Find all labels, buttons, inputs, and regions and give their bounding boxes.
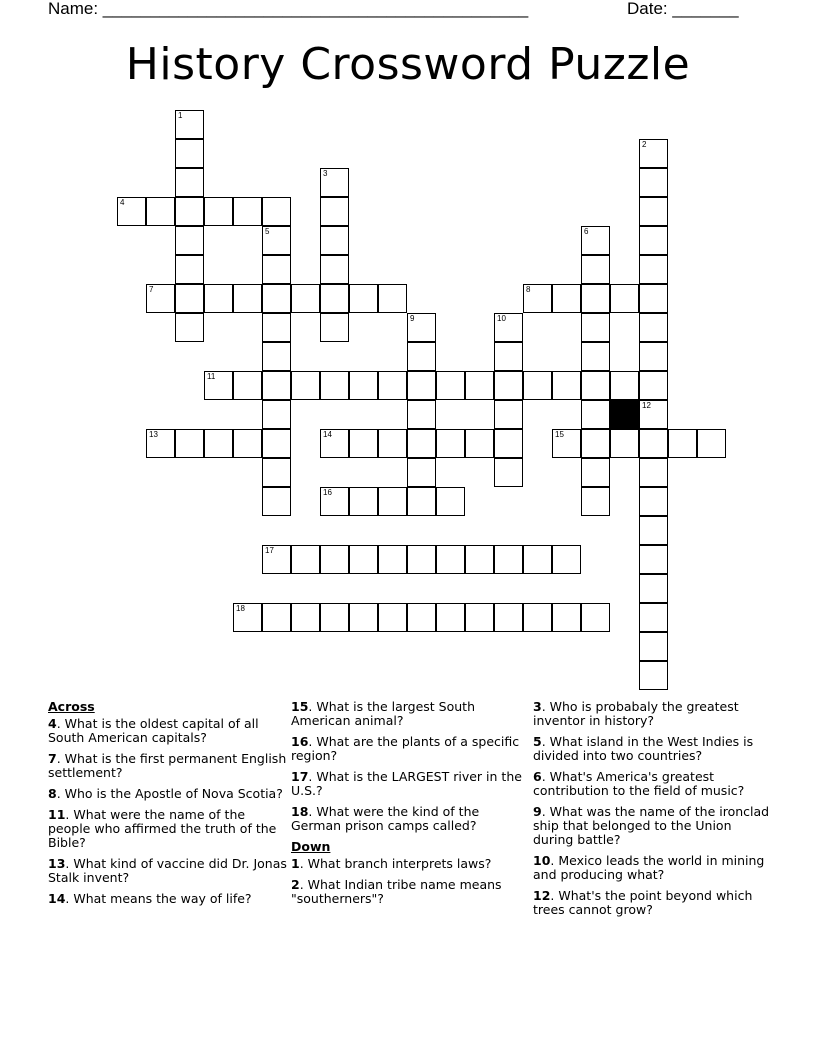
grid-cell[interactable]: [639, 284, 668, 313]
grid-cell[interactable]: [581, 487, 610, 516]
grid-cell[interactable]: [523, 545, 552, 574]
grid-cell[interactable]: [639, 371, 668, 400]
grid-cell[interactable]: [581, 342, 610, 371]
grid-cell[interactable]: [523, 603, 552, 632]
grid-cell[interactable]: [378, 284, 407, 313]
grid-cell[interactable]: [233, 603, 262, 632]
clue-number: 7: [149, 285, 154, 294]
clue-number-label: 7: [48, 751, 57, 766]
clue-number: 2: [642, 140, 647, 149]
grid-cell[interactable]: [175, 226, 204, 255]
grid-cell[interactable]: [204, 429, 233, 458]
clue-number: 15: [555, 430, 564, 439]
grid-cell[interactable]: [262, 284, 291, 313]
page-title: History Crossword Puzzle: [125, 39, 691, 90]
grid-cell[interactable]: [465, 545, 494, 574]
clue-18: [291, 805, 531, 833]
clue-3: [533, 700, 773, 728]
grid-cell[interactable]: [494, 545, 523, 574]
clue-number-label: 5: [533, 734, 542, 749]
grid-cell[interactable]: [175, 197, 204, 226]
clue-number-label: 6: [533, 769, 542, 784]
grid-cell[interactable]: [639, 516, 668, 545]
clue-number: 6: [584, 227, 589, 236]
grid-cell[interactable]: [349, 545, 378, 574]
grid-cell[interactable]: [291, 603, 320, 632]
grid-cell[interactable]: [581, 284, 610, 313]
grid-cell[interactable]: [523, 371, 552, 400]
grid-cell[interactable]: [378, 603, 407, 632]
grid-cell[interactable]: [407, 545, 436, 574]
grid-cell[interactable]: [117, 197, 146, 226]
grid-cell[interactable]: [175, 284, 204, 313]
grid-cell[interactable]: [233, 284, 262, 313]
grid-cell[interactable]: [349, 284, 378, 313]
across-heading: Across: [48, 699, 95, 714]
grid-cell[interactable]: [436, 371, 465, 400]
grid-cell[interactable]: [494, 458, 523, 487]
grid-cell[interactable]: [320, 255, 349, 284]
grid-cell[interactable]: [436, 545, 465, 574]
grid-cell[interactable]: [175, 110, 204, 139]
down-heading: Down: [291, 839, 331, 854]
grid-cell[interactable]: [262, 545, 291, 574]
grid-cell[interactable]: [320, 226, 349, 255]
clue-12: [533, 889, 773, 917]
clue-17: [291, 770, 531, 798]
grid-cell[interactable]: [291, 284, 320, 313]
clue-7: [48, 752, 288, 780]
grid-cell[interactable]: [407, 429, 436, 458]
grid-cell[interactable]: [407, 458, 436, 487]
grid-cell[interactable]: [552, 284, 581, 313]
clue-number-label: 2: [291, 877, 300, 892]
grid-cell[interactable]: [494, 342, 523, 371]
clue-number-label: 14: [48, 891, 66, 906]
grid-cell[interactable]: [407, 313, 436, 342]
clues-column-2: [291, 700, 531, 913]
grid-cell[interactable]: [146, 429, 175, 458]
grid-cell[interactable]: [581, 429, 610, 458]
grid-cell[interactable]: [175, 168, 204, 197]
grid-cell[interactable]: [175, 139, 204, 168]
grid-cell[interactable]: [233, 197, 262, 226]
clue-number-label: 13: [48, 856, 66, 871]
clue-text: . What were the kind of the German prison camps called?: [291, 804, 480, 833]
grid-cell[interactable]: [552, 545, 581, 574]
clue-number: 3: [323, 169, 328, 178]
grid-cell[interactable]: [494, 371, 523, 400]
grid-cell[interactable]: [291, 545, 320, 574]
grid-cell[interactable]: [233, 371, 262, 400]
clue-number: 16: [323, 488, 332, 497]
grid-cell[interactable]: [465, 429, 494, 458]
grid-cell[interactable]: [639, 487, 668, 516]
grid-cell[interactable]: [639, 429, 668, 458]
grid-cell[interactable]: [262, 603, 291, 632]
clue-number: 10: [497, 314, 506, 323]
clue-number: 4: [120, 198, 125, 207]
clue-number: 9: [410, 314, 415, 323]
grid-cell[interactable]: [378, 371, 407, 400]
clue-2: [291, 878, 531, 906]
grid-cell[interactable]: [320, 371, 349, 400]
clue-number-label: 3: [533, 699, 542, 714]
grid-cell[interactable]: [262, 487, 291, 516]
grid-cell[interactable]: [262, 458, 291, 487]
grid-cell[interactable]: [204, 197, 233, 226]
grid-cell[interactable]: [639, 226, 668, 255]
clue-number: 12: [642, 401, 651, 410]
grid-cell[interactable]: [639, 139, 668, 168]
grid-cell[interactable]: [639, 458, 668, 487]
grid-cell[interactable]: [146, 197, 175, 226]
clue-number: 17: [265, 546, 274, 555]
clue-text: . What is the LARGEST river in the U.S.?: [291, 769, 522, 798]
grid-cell[interactable]: [494, 603, 523, 632]
clue-text: . What was the name of the ironclad ship that belonged to the Union during battle?: [533, 804, 770, 847]
grid-cell[interactable]: [639, 574, 668, 603]
grid-cell[interactable]: [639, 661, 668, 690]
grid-cell[interactable]: [175, 255, 204, 284]
grid-cell[interactable]: [262, 429, 291, 458]
grid-cell[interactable]: [378, 545, 407, 574]
grid-cell[interactable]: [639, 400, 668, 429]
grid-cell[interactable]: [175, 429, 204, 458]
grid-cell[interactable]: [436, 429, 465, 458]
clue-text: . What means the way of life?: [65, 891, 252, 906]
clue-15: [291, 700, 531, 728]
grid-cell[interactable]: [697, 429, 726, 458]
grid-cell[interactable]: [523, 284, 552, 313]
clue-number: 13: [149, 430, 158, 439]
grid-cell[interactable]: [262, 226, 291, 255]
grid-cell[interactable]: [407, 487, 436, 516]
clue-text: . What island in the West Indies is divided into two countries?: [533, 734, 754, 763]
clue-number: 14: [323, 430, 332, 439]
grid-cell[interactable]: [581, 313, 610, 342]
grid-cell[interactable]: [349, 429, 378, 458]
clue-number-label: 9: [533, 804, 542, 819]
clue-number-label: 1: [291, 856, 300, 871]
clue-text: . What were the name of the people who affirmed the truth of the Bible?: [48, 807, 277, 850]
clue-text: . Who is the Apostle of Nova Scotia?: [56, 786, 283, 801]
grid-cell[interactable]: [639, 342, 668, 371]
clue-number-label: 10: [533, 853, 551, 868]
clue-number-label: 16: [291, 734, 309, 749]
grid-cell[interactable]: [639, 197, 668, 226]
grid-cell[interactable]: [552, 429, 581, 458]
grid-cell[interactable]: [552, 371, 581, 400]
grid-cell[interactable]: [465, 603, 494, 632]
grid-cell[interactable]: [639, 632, 668, 661]
clues-column-1: [48, 700, 288, 913]
clue-number-label: 4: [48, 716, 57, 731]
clue-16: [291, 735, 531, 763]
grid-cell[interactable]: [581, 458, 610, 487]
clue-text: . What is the oldest capital of all South American capitals?: [48, 716, 259, 745]
grid-cell[interactable]: [581, 603, 610, 632]
grid-cell[interactable]: [581, 255, 610, 284]
clues-column-3: [533, 700, 773, 924]
grid-cell[interactable]: [320, 313, 349, 342]
grid-cell[interactable]: [262, 342, 291, 371]
grid-cell[interactable]: [320, 197, 349, 226]
grid-cell[interactable]: [378, 429, 407, 458]
clue-number-label: 15: [291, 699, 309, 714]
grid-cell[interactable]: [465, 371, 494, 400]
black-cell: [610, 400, 639, 429]
grid-cell[interactable]: [262, 313, 291, 342]
grid-cell[interactable]: [552, 603, 581, 632]
grid-cell[interactable]: [349, 487, 378, 516]
date-line: Date: _______: [627, 0, 739, 18]
clue-6: [533, 770, 773, 798]
grid-cell[interactable]: [610, 371, 639, 400]
grid-cell[interactable]: [262, 197, 291, 226]
clue-10: [533, 854, 773, 882]
grid-cell[interactable]: [175, 313, 204, 342]
clue-text: . What kind of vaccine did Dr. Jonas Stalk invent?: [48, 856, 287, 885]
grid-cell[interactable]: [262, 255, 291, 284]
grid-cell[interactable]: [639, 255, 668, 284]
grid-cell[interactable]: [349, 603, 378, 632]
grid-cell[interactable]: [262, 400, 291, 429]
grid-cell[interactable]: [407, 603, 436, 632]
grid-cell[interactable]: [291, 371, 320, 400]
clue-number: 11: [207, 372, 216, 381]
grid-cell[interactable]: [639, 545, 668, 574]
clue-number: 1: [178, 111, 183, 120]
grid-cell[interactable]: [639, 168, 668, 197]
grid-cell[interactable]: [349, 371, 378, 400]
grid-cell[interactable]: [407, 371, 436, 400]
clue-text: . What's America's greatest contribution to the field of music?: [533, 769, 745, 798]
clue-number-label: 17: [291, 769, 309, 784]
grid-cell[interactable]: [378, 487, 407, 516]
grid-cell[interactable]: [204, 284, 233, 313]
clue-number: 8: [526, 285, 531, 294]
grid-cell[interactable]: [610, 429, 639, 458]
clue-number-label: 18: [291, 804, 309, 819]
grid-cell[interactable]: [407, 400, 436, 429]
grid-cell[interactable]: [494, 313, 523, 342]
clue-14: [48, 892, 288, 906]
grid-cell[interactable]: [407, 342, 436, 371]
clue-5: [533, 735, 773, 763]
grid-cell[interactable]: [639, 603, 668, 632]
clue-11: [48, 808, 288, 850]
grid-cell[interactable]: [610, 284, 639, 313]
clue-9: [533, 805, 773, 847]
grid-cell[interactable]: [320, 487, 349, 516]
clue-text: . What Indian tribe name means "southerners"?: [291, 877, 502, 906]
grid-cell[interactable]: [668, 429, 697, 458]
clue-13: [48, 857, 288, 885]
clue-text: . What is the first permanent English settlement?: [48, 751, 287, 780]
clue-8: [48, 787, 288, 801]
grid-cell[interactable]: [320, 603, 349, 632]
clue-number: 5: [265, 227, 270, 236]
clue-4: [48, 717, 288, 745]
name-line: Name: _____________________________________________: [48, 0, 529, 18]
grid-cell[interactable]: [320, 429, 349, 458]
grid-cell[interactable]: [436, 603, 465, 632]
clue-text: . What are the plants of a specific region?: [291, 734, 520, 763]
clue-text: . What is the largest South American animal?: [291, 699, 476, 728]
grid-cell[interactable]: [320, 284, 349, 313]
grid-cell[interactable]: [639, 313, 668, 342]
clue-number-label: 8: [48, 786, 57, 801]
grid-cell[interactable]: [204, 371, 233, 400]
grid-cell[interactable]: [581, 400, 610, 429]
grid-cell[interactable]: [436, 487, 465, 516]
clue-number: 18: [236, 604, 245, 613]
grid-cell[interactable]: [146, 284, 175, 313]
grid-cell[interactable]: [233, 429, 262, 458]
grid-cell[interactable]: [262, 371, 291, 400]
clue-text: . What branch interprets laws?: [299, 856, 492, 871]
grid-cell[interactable]: [581, 371, 610, 400]
grid-cell[interactable]: [320, 168, 349, 197]
grid-cell[interactable]: [581, 226, 610, 255]
clue-1: [291, 857, 531, 871]
grid-cell[interactable]: [494, 400, 523, 429]
clue-number-label: 12: [533, 888, 551, 903]
clue-text: . Mexico leads the world in mining and producing what?: [533, 853, 765, 882]
grid-cell[interactable]: [494, 429, 523, 458]
clue-number-label: 11: [48, 807, 66, 822]
grid-cell[interactable]: [320, 545, 349, 574]
clue-text: . Who is probabaly the greatest inventor in history?: [533, 699, 739, 728]
clue-text: . What's the point beyond which trees cannot grow?: [533, 888, 753, 917]
